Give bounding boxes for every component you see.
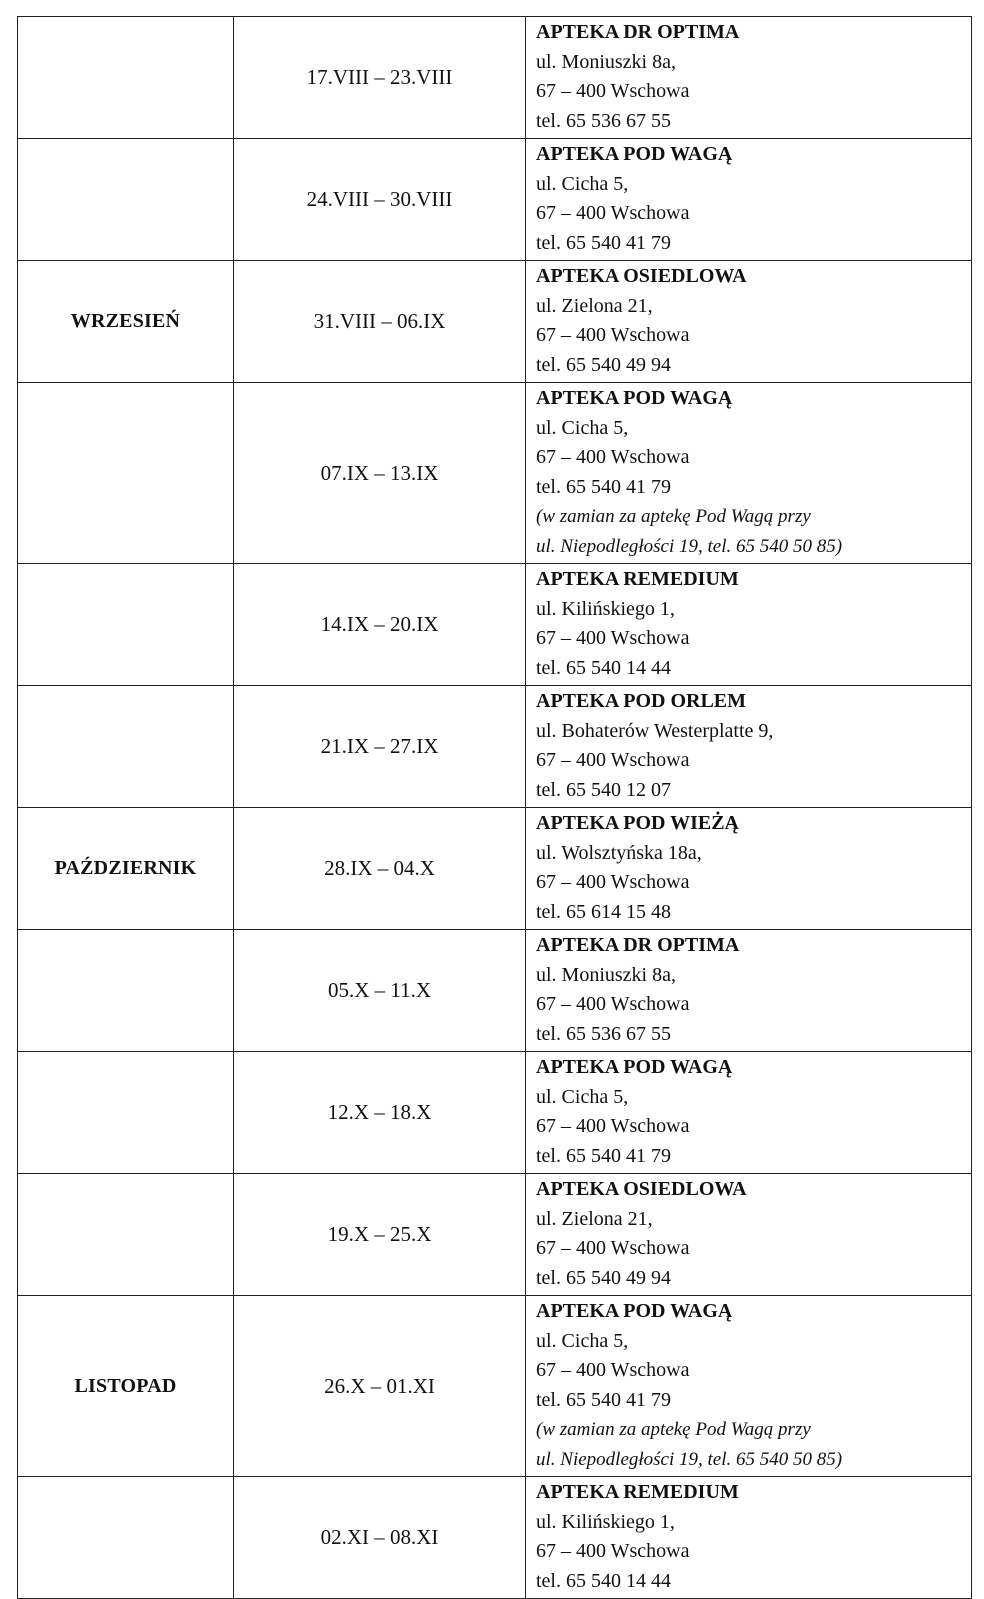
pharmacy-phone: tel. 65 540 41 79 — [536, 231, 671, 254]
month-cell — [18, 930, 234, 1052]
pharmacy-city: 67 – 400 Wschowa — [536, 1359, 690, 1381]
pharmacy-city: 67 – 400 Wschowa — [536, 627, 690, 649]
pharmacy-city: 67 – 400 Wschowa — [536, 202, 690, 224]
pharmacy-street: ul. Moniuszki 8a, — [536, 50, 676, 73]
table-row — [18, 261, 972, 383]
month-cell — [18, 139, 234, 261]
month-cell — [18, 1052, 234, 1174]
date-range-cell: 19.X – 25.X — [234, 1174, 526, 1296]
pharmacy-phone: tel. 65 614 15 48 — [536, 900, 671, 923]
date-range-cell: 26.X – 01.XI — [234, 1296, 526, 1477]
pharmacy-phone: tel. 65 540 49 94 — [536, 353, 671, 376]
month-cell: LISTOPAD — [18, 1296, 234, 1477]
pharmacy-info-cell — [526, 564, 972, 686]
date-range-cell: 31.VIII – 06.IX — [234, 261, 526, 383]
pharmacy-phone: tel. 65 540 41 79 — [536, 1388, 671, 1411]
pharmacy-street: ul. Zielona 21, — [536, 294, 653, 317]
table-row — [18, 1296, 972, 1477]
month-cell — [18, 686, 234, 808]
month-cell — [18, 564, 234, 686]
table-row — [18, 686, 972, 808]
date-range-cell: 24.VIII – 30.VIII — [234, 139, 526, 261]
substitution-note-line-1: (w zamian za aptekę Pod Wagą przy — [536, 1419, 811, 1440]
pharmacy-phone: tel. 65 536 67 55 — [536, 109, 671, 132]
pharmacy-street: ul. Wolsztyńska 18a, — [536, 841, 702, 864]
pharmacy-street: ul. Bohaterów Westerplatte 9, — [536, 719, 774, 742]
pharmacy-city: 67 – 400 Wschowa — [536, 993, 690, 1015]
table-row — [18, 808, 972, 930]
pharmacy-name: APTEKA REMEDIUM — [536, 568, 739, 590]
table-row — [18, 17, 972, 139]
pharmacy-info-cell — [526, 808, 972, 930]
pharmacy-street: ul. Cicha 5, — [536, 172, 629, 195]
pharmacy-city: 67 – 400 Wschowa — [536, 1540, 690, 1562]
pharmacy-name: APTEKA POD WIEŻĄ — [536, 812, 739, 834]
pharmacy-city: 67 – 400 Wschowa — [536, 80, 690, 102]
pharmacy-phone: tel. 65 540 41 79 — [536, 1144, 671, 1167]
date-range-cell: 21.IX – 27.IX — [234, 686, 526, 808]
date-range-cell: 17.VIII – 23.VIII — [234, 17, 526, 139]
pharmacy-street: ul. Cicha 5, — [536, 1085, 629, 1108]
date-range-cell: 28.IX – 04.X — [234, 808, 526, 930]
substitution-note-line-2: ul. Niepodległości 19, tel. 65 540 50 85) — [536, 1448, 843, 1470]
month-cell — [18, 1477, 234, 1599]
pharmacy-city: 67 – 400 Wschowa — [536, 1115, 690, 1137]
month-cell — [18, 383, 234, 564]
pharmacy-info-cell — [526, 1296, 972, 1477]
date-range-cell: 02.XI – 08.XI — [234, 1477, 526, 1599]
pharmacy-info-cell — [526, 383, 972, 564]
month-cell: WRZESIEŃ — [18, 261, 234, 383]
pharmacy-name: APTEKA DR OPTIMA — [536, 21, 740, 43]
pharmacy-info-cell — [526, 17, 972, 139]
pharmacy-city: 67 – 400 Wschowa — [536, 871, 690, 893]
pharmacy-name: APTEKA POD ORLEM — [536, 690, 747, 712]
table-row — [18, 1052, 972, 1174]
pharmacy-name: APTEKA REMEDIUM — [536, 1481, 739, 1503]
table-row — [18, 1174, 972, 1296]
pharmacy-info-cell — [526, 686, 972, 808]
month-cell — [18, 1174, 234, 1296]
pharmacy-phone: tel. 65 536 67 55 — [536, 1022, 671, 1045]
pharmacy-name: APTEKA POD WAGĄ — [536, 387, 733, 409]
pharmacy-street: ul. Kilińskiego 1, — [536, 1510, 675, 1533]
table-row — [18, 930, 972, 1052]
pharmacy-info-cell — [526, 139, 972, 261]
pharmacy-city: 67 – 400 Wschowa — [536, 749, 690, 771]
pharmacy-info-cell — [526, 1477, 972, 1599]
pharmacy-city: 67 – 400 Wschowa — [536, 1237, 690, 1259]
pharmacy-street: ul. Zielona 21, — [536, 1207, 653, 1230]
pharmacy-info-cell — [526, 1052, 972, 1174]
pharmacy-info-cell — [526, 1174, 972, 1296]
duty-table — [17, 16, 972, 1599]
month-cell: PAŹDZIERNIK — [18, 808, 234, 930]
date-range-cell: 12.X – 18.X — [234, 1052, 526, 1174]
table-row — [18, 564, 972, 686]
pharmacy-info-cell — [526, 930, 972, 1052]
pharmacy-street: ul. Kilińskiego 1, — [536, 597, 675, 620]
substitution-note-line-1: (w zamian za aptekę Pod Wagą przy — [536, 506, 811, 527]
table-row — [18, 1477, 972, 1599]
pharmacy-street: ul. Cicha 5, — [536, 416, 629, 439]
substitution-note-line-2: ul. Niepodległości 19, tel. 65 540 50 85) — [536, 535, 843, 557]
pharmacy-street: ul. Moniuszki 8a, — [536, 963, 676, 986]
date-range-cell: 05.X – 11.X — [234, 930, 526, 1052]
pharmacy-duty-schedule — [17, 16, 971, 1599]
pharmacy-city: 67 – 400 Wschowa — [536, 446, 690, 468]
table-row — [18, 139, 972, 261]
pharmacy-street: ul. Cicha 5, — [536, 1329, 629, 1352]
pharmacy-phone: tel. 65 540 14 44 — [536, 1569, 671, 1592]
pharmacy-phone: tel. 65 540 49 94 — [536, 1266, 671, 1289]
pharmacy-info-cell — [526, 261, 972, 383]
pharmacy-name: APTEKA POD WAGĄ — [536, 1056, 733, 1078]
pharmacy-name: APTEKA POD WAGĄ — [536, 1300, 733, 1322]
pharmacy-city: 67 – 400 Wschowa — [536, 324, 690, 346]
pharmacy-phone: tel. 65 540 41 79 — [536, 475, 671, 498]
pharmacy-name: APTEKA OSIEDLOWA — [536, 265, 747, 287]
date-range-cell: 07.IX – 13.IX — [234, 383, 526, 564]
pharmacy-phone: tel. 65 540 12 07 — [536, 778, 671, 801]
month-cell — [18, 17, 234, 139]
date-range-cell: 14.IX – 20.IX — [234, 564, 526, 686]
pharmacy-name: APTEKA OSIEDLOWA — [536, 1178, 747, 1200]
table-row — [18, 383, 972, 564]
pharmacy-phone: tel. 65 540 14 44 — [536, 656, 671, 679]
pharmacy-name: APTEKA POD WAGĄ — [536, 143, 733, 165]
pharmacy-name: APTEKA DR OPTIMA — [536, 934, 740, 956]
